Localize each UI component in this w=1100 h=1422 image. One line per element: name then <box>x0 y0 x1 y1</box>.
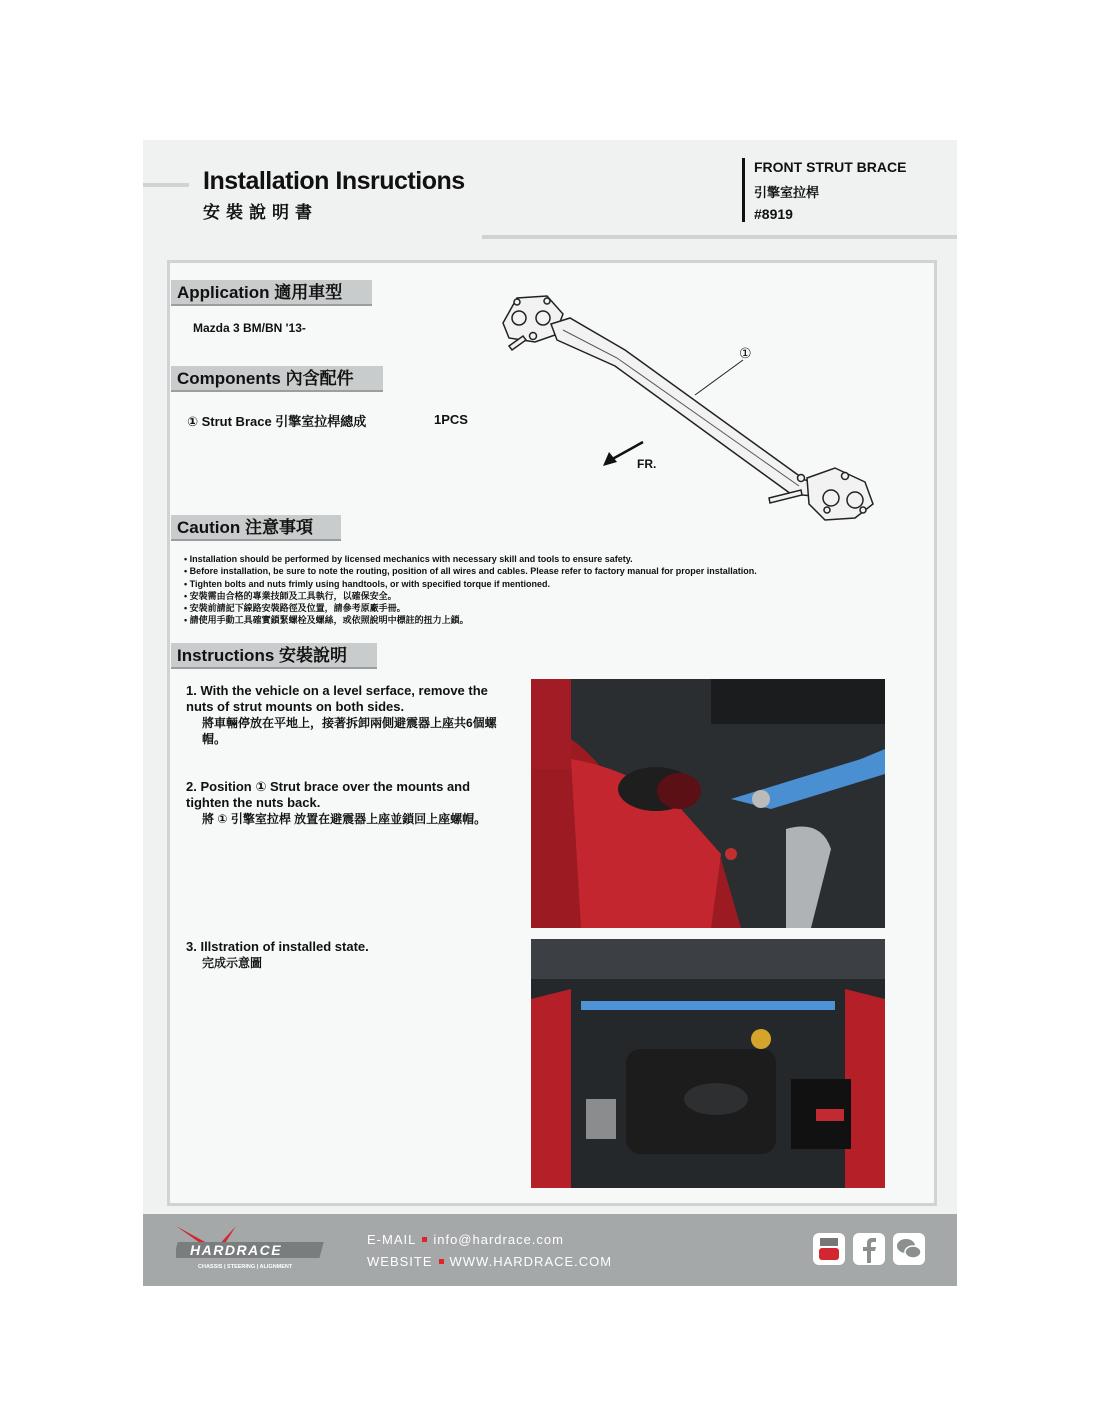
left-mount-bolt <box>544 298 550 304</box>
left-mount-bolt <box>514 299 520 305</box>
strut-brace-diagram <box>495 290 885 525</box>
caution-item: • 請使用手動工具確實鎖緊螺栓及螺絲，或依照說明中標註的扭力上鎖。 <box>184 615 469 626</box>
website-label: WEBSITE <box>367 1254 433 1269</box>
footer-website <box>367 1254 612 1269</box>
header-left-rule <box>143 183 189 187</box>
caution-heading: Caution 注意事項 <box>171 515 341 541</box>
front-direction-label: FR. <box>637 457 657 471</box>
right-mount-bolt <box>824 507 830 513</box>
left-mount-hole <box>512 311 526 325</box>
left-mount-hole <box>536 311 550 325</box>
website-link[interactable]: WWW.HARDRACE.COM <box>449 1254 613 1269</box>
step-text-chinese: 將 ① 引擎室拉桿 放置在避震器上座並鎖回上座螺帽。 <box>202 812 487 826</box>
caution-list <box>184 553 757 627</box>
product-name: FRONT STRUT BRACE <box>754 159 907 175</box>
bullet-icon <box>422 1237 427 1242</box>
strut-mount-photo <box>531 679 885 928</box>
component-item: ① Strut Brace 引擎室拉桿總成 <box>187 414 367 429</box>
hardrace-logo-mark <box>176 1226 328 1272</box>
vehicle-fitment: Mazda 3 BM/BN '13- <box>193 321 306 335</box>
email-link[interactable]: info@hardrace.com <box>433 1232 564 1247</box>
step-text: 2. Position ① Strut brace over the mounts and tighten the nuts back. <box>186 779 471 810</box>
step-text-chinese: 完成示意圖 <box>202 956 263 970</box>
hardrace-logo <box>176 1226 328 1272</box>
part-number: #8919 <box>754 206 793 222</box>
component-quantity: 1PCS <box>434 412 468 427</box>
bullet-icon <box>439 1259 444 1264</box>
instructions-heading: Instructions 安裝說明 <box>171 643 377 669</box>
strut-mount-illustration <box>531 679 885 928</box>
nut <box>530 333 537 340</box>
application-heading: Application 適用車型 <box>171 280 372 306</box>
youtube-icon[interactable] <box>813 1233 845 1265</box>
email-label: E-MAIL <box>367 1232 417 1247</box>
caution-item: • Before installation, be sure to note the routing, position of all wires and cables. Please refer to factory manual for proper installation. <box>184 566 757 577</box>
nut <box>842 473 849 480</box>
facebook-icon[interactable] <box>853 1233 885 1265</box>
instruction-step-3 <box>186 939 510 971</box>
step-text: 1. With the vehicle on a level serface, remove the nuts of strut mounts on both sides. <box>186 683 488 714</box>
facebook-glyph <box>853 1233 885 1265</box>
page-title: Installation Insructions <box>203 167 465 195</box>
wechat-icon[interactable] <box>893 1233 925 1265</box>
right-bolt <box>769 490 802 503</box>
brand-tagline: CHASSIS | STEERING | ALIGNMENT <box>198 1264 293 1270</box>
right-mount-bolt <box>860 507 866 513</box>
step-text: 3. Illstration of installed state. <box>186 939 369 954</box>
wechat-glyph <box>893 1233 925 1265</box>
caution-item: • Tighten bolts and nuts frimly using handtools, or with specified torque if mentioned. <box>184 578 550 589</box>
footer-email <box>367 1232 564 1247</box>
page-title-chinese: 安裝說明書 <box>203 203 318 222</box>
step-text-chinese: 將車輛停放在平地上，接著拆卸兩側避震器上座共6個螺帽。 <box>202 716 497 746</box>
callout-number: ① <box>739 346 752 362</box>
youtube-glyph <box>813 1233 845 1265</box>
nut <box>798 475 805 482</box>
instruction-step-2 <box>186 779 510 827</box>
callout-leader <box>695 360 743 395</box>
brand-name: HARDRACE <box>190 1242 283 1258</box>
product-name-chinese: 引擎室拉桿 <box>754 185 820 200</box>
right-mount-hole <box>823 490 839 506</box>
components-heading: Components 內含配件 <box>171 366 383 392</box>
caution-item: • 安裝需由合格的專業技師及工具執行，以確保安全。 <box>184 590 397 601</box>
header-bottom-rule <box>482 235 957 239</box>
engine-bay-illustration <box>531 939 885 1188</box>
instruction-step-1 <box>186 683 510 747</box>
installed-state-photo <box>531 939 885 1188</box>
caution-item: • Installation should be performed by licensed mechanics with necessary skill and tools to ensure safety. <box>184 554 633 564</box>
caution-item: • 安裝前請記下線路安裝路徑及位置，請參考原廠手冊。 <box>184 603 406 614</box>
header-divider <box>742 158 745 222</box>
right-mount-hole <box>847 492 863 508</box>
